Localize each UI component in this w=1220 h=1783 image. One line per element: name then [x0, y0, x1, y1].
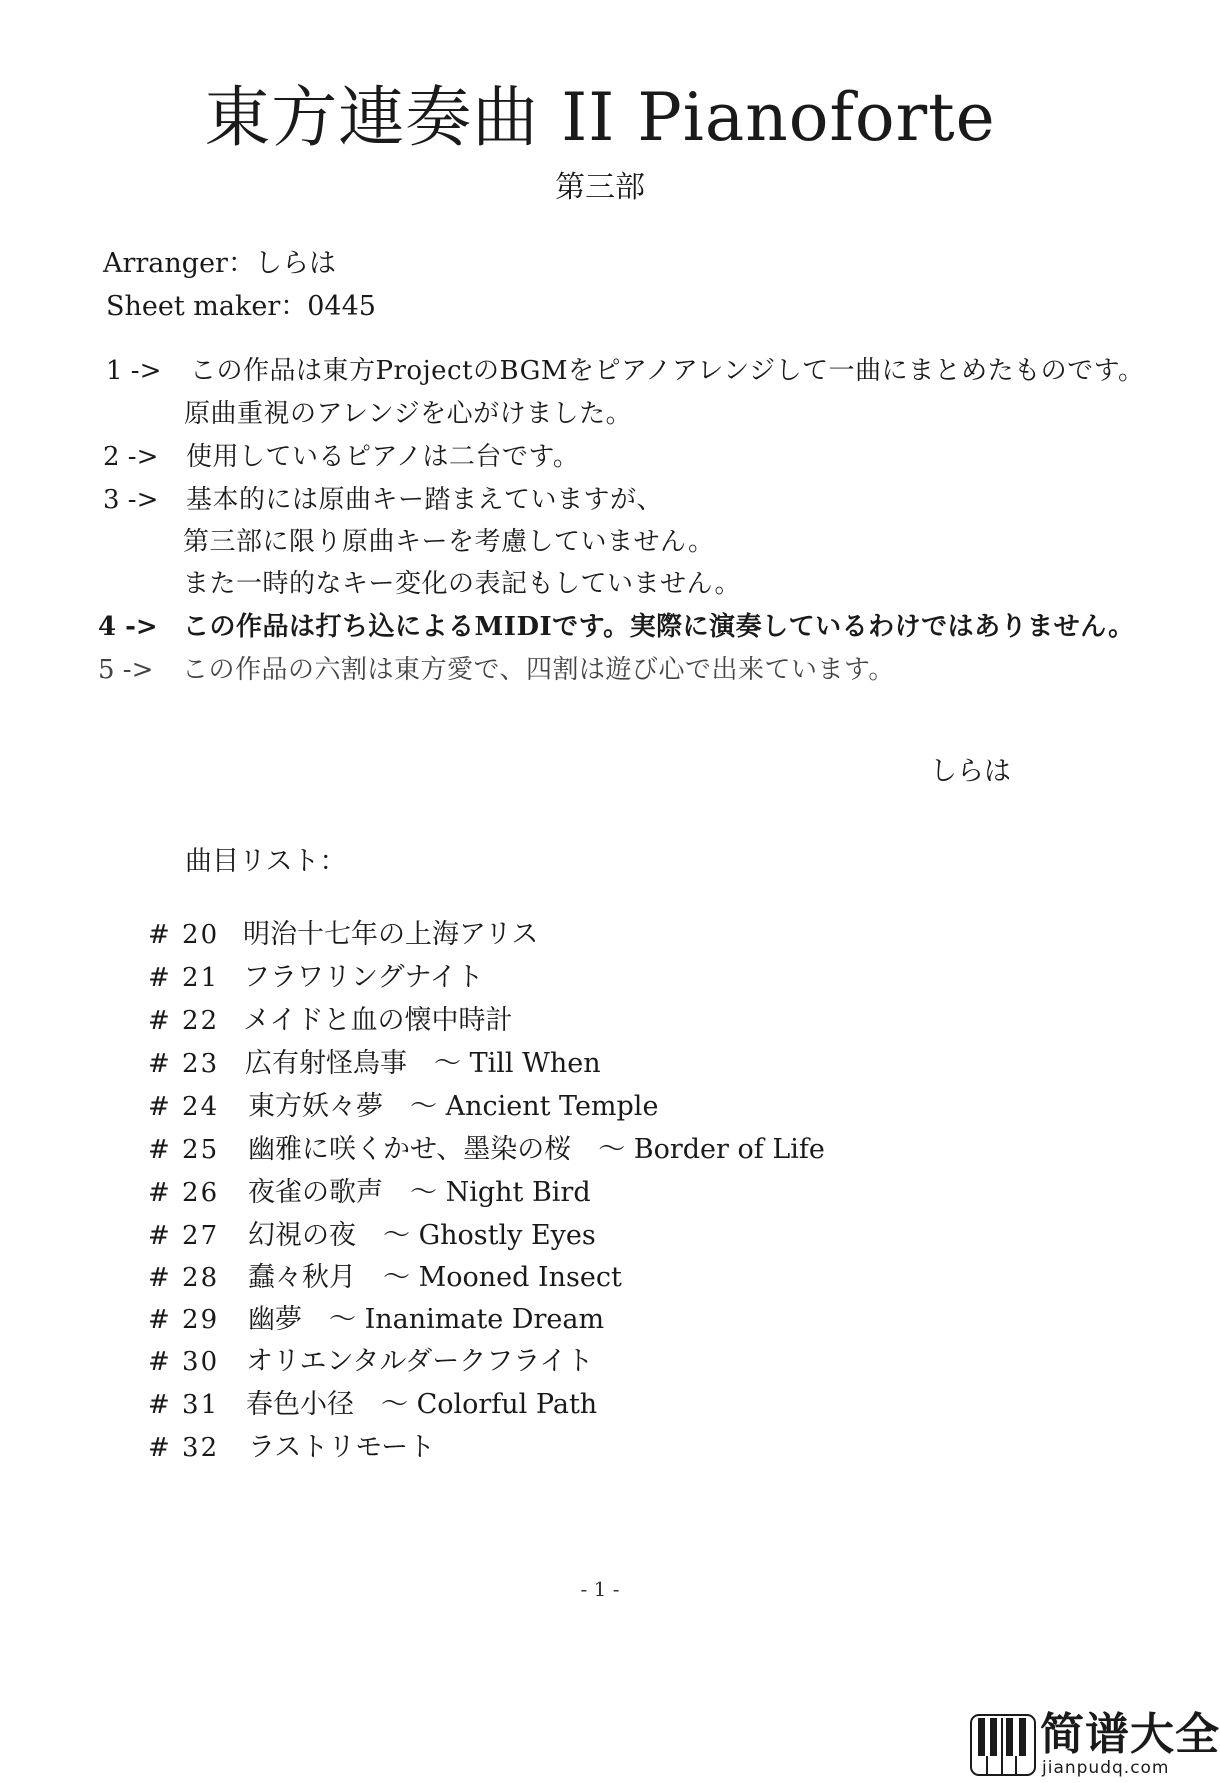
- page-number: - 1 -: [580, 1577, 620, 1601]
- signature: しらは: [930, 756, 1011, 787]
- track-number: # 26: [148, 1178, 220, 1208]
- track-number: # 29: [148, 1305, 220, 1335]
- track-number: # 24: [148, 1092, 220, 1122]
- track-title: フラワリングナイト: [243, 962, 484, 993]
- track-number: # 30: [148, 1347, 220, 1377]
- document-title: 東方連奏曲 II Pianoforte: [204, 79, 996, 156]
- track-title: 夜雀の歌声 ～ Night Bird: [248, 1177, 591, 1208]
- track-title: 幽夢 ～ Inanimate Dream: [248, 1304, 605, 1335]
- note-number: 2 ->: [103, 442, 159, 472]
- watermark-logo[interactable]: [970, 1709, 1220, 1778]
- track-title: 東方妖々夢 ～ Ancient Temple: [248, 1091, 659, 1122]
- note-line: 原曲重視のアレンジを心がけました。: [184, 399, 633, 429]
- document-subtitle: 第三部: [555, 170, 645, 205]
- track-number: # 22: [148, 1006, 220, 1036]
- note-line: 基本的には原曲キー踏まえていますが、: [186, 485, 664, 515]
- note-number: 4 ->: [98, 612, 158, 642]
- track-title: 蠢々秋月 ～ Mooned Insect: [248, 1262, 622, 1293]
- track-title: メイドと血の懐中時計: [243, 1005, 513, 1036]
- note-number: 5 ->: [98, 655, 154, 685]
- track-title: オリエンタルダークフライト: [246, 1346, 594, 1377]
- note-line: 第三部に限り原曲キーを考慮していません。: [183, 527, 715, 557]
- track-number: # 25: [148, 1135, 220, 1165]
- piano-keys-icon: [970, 1714, 1036, 1776]
- sheet-maker-credit: Sheet maker：0445: [106, 291, 376, 322]
- arranger-credit: Arranger：しらは: [103, 248, 336, 279]
- track-number: # 32: [148, 1433, 220, 1463]
- track-number: # 21: [148, 963, 220, 993]
- note-line: また一時的なキー変化の表記もしていません。: [183, 569, 742, 599]
- note-line: この作品は東方ProjectのBGMをピアノアレンジして一曲にまとめたものです。: [190, 356, 1145, 386]
- note-line: この作品は打ち込によるMIDIです。実際に演奏しているわけではありません。: [183, 612, 1135, 642]
- track-number: # 23: [148, 1049, 220, 1079]
- track-number: # 31: [148, 1390, 220, 1420]
- note-number: 3 ->: [103, 485, 159, 515]
- track-list-heading: 曲目リスト：: [185, 846, 347, 877]
- watermark-url: jianpudq.com: [1042, 1758, 1170, 1778]
- track-title: 広有射怪鳥事 ～ Till When: [245, 1048, 601, 1079]
- watermark-name: 简谱大全: [1040, 1709, 1220, 1760]
- track-title: 春色小径 ～ Colorful Path: [246, 1389, 598, 1420]
- track-title: 明治十七年の上海アリス: [243, 919, 539, 950]
- track-title: ラストリモート: [248, 1432, 436, 1463]
- track-number: # 20: [148, 920, 220, 950]
- track-number: # 28: [148, 1263, 220, 1293]
- note-line: 使用しているピアノは二台です。: [186, 442, 580, 472]
- note-number: 1 ->: [106, 356, 162, 386]
- track-title: 幻視の夜 ～ Ghostly Eyes: [248, 1220, 596, 1251]
- note-line: この作品の六割は東方愛で、四割は遊び心で出来ています。: [182, 655, 895, 685]
- track-title: 幽雅に咲くかせ、墨染の桜 ～ Border of Life: [248, 1134, 825, 1165]
- track-number: # 27: [148, 1221, 220, 1251]
